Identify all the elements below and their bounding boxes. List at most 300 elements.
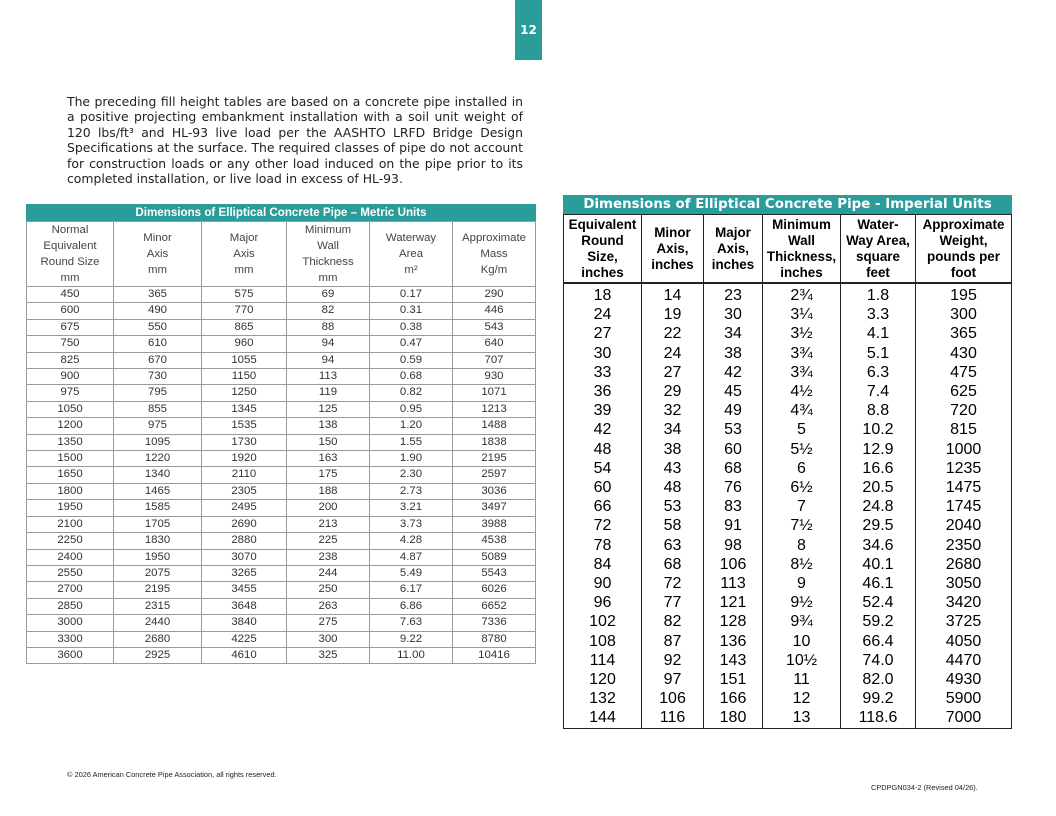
imperial-table-cell: 4470 [916, 651, 1012, 670]
imperial-table-cell: 5 [763, 420, 841, 439]
metric-table-cell: 213 [287, 516, 370, 532]
metric-table-cell: 2925 [114, 647, 202, 663]
imperial-table-cell: 118.6 [841, 708, 916, 728]
imperial-header-line: inches [651, 256, 694, 272]
imperial-table-cell: 106 [642, 689, 704, 708]
imperial-header-line: Wall [787, 232, 816, 248]
metric-table-row [27, 451, 536, 467]
metric-table-cell: 1705 [114, 516, 202, 532]
metric-table-cell: 2195 [453, 451, 536, 467]
imperial-table-cell: 136 [704, 632, 763, 651]
metric-table-cell: 3265 [202, 565, 287, 581]
imperial-table-cell: 42 [564, 420, 642, 439]
imperial-table-cell: 34 [704, 324, 763, 343]
metric-table-cell: 1950 [27, 500, 114, 516]
imperial-table-cell: 7 [763, 497, 841, 516]
imperial-table-cell: 13 [763, 708, 841, 728]
imperial-table-cell: 114 [564, 651, 642, 670]
metric-header-line: Normal [51, 224, 89, 236]
metric-table-cell: 3988 [453, 516, 536, 532]
imperial-table-cell: 2350 [916, 536, 1012, 555]
metric-table-cell: 200 [287, 500, 370, 516]
imperial-table-cell: 10½ [763, 651, 841, 670]
metric-table-cell: 2690 [202, 516, 287, 532]
metric-table-cell: 3036 [453, 483, 536, 499]
metric-table-cell: 0.68 [370, 369, 453, 385]
metric-table-cell: 2110 [202, 467, 287, 483]
metric-header-line: m² [404, 264, 418, 276]
imperial-table-cell: 113 [704, 574, 763, 593]
metric-table-cell: 855 [114, 401, 202, 417]
metric-table-cell: 0.38 [370, 319, 453, 335]
metric-table-cell: 7336 [453, 615, 536, 631]
imperial-table-cell: 3050 [916, 574, 1012, 593]
metric-table-cell: 1.55 [370, 434, 453, 450]
metric-header-line: Round Size [40, 256, 100, 268]
metric-table-cell: 3600 [27, 647, 114, 663]
metric-table-cell: 1350 [27, 434, 114, 450]
imperial-table-row [564, 305, 1012, 324]
imperial-table-row [564, 555, 1012, 574]
imperial-table-cell: 4½ [763, 382, 841, 401]
metric-header-line: Wall [317, 240, 339, 252]
imperial-table-cell: 43 [642, 459, 704, 478]
metric-table-cell: 795 [114, 385, 202, 401]
imperial-table-cell: 38 [642, 440, 704, 459]
imperial-table-cell: 180 [704, 708, 763, 728]
imperial-table-cell: 6.3 [841, 363, 916, 382]
metric-table-cell: 6026 [453, 582, 536, 598]
imperial-header-line: feet [866, 264, 890, 280]
metric-header-cell [202, 222, 287, 287]
imperial-table-body [564, 283, 1012, 728]
metric-table-cell: 2305 [202, 483, 287, 499]
imperial-table-cell: 9¾ [763, 612, 841, 631]
imperial-table-cell: 151 [704, 670, 763, 689]
imperial-table-cell: 92 [642, 651, 704, 670]
metric-header-cell [114, 222, 202, 287]
metric-table-cell: 975 [114, 418, 202, 434]
imperial-table-cell: 87 [642, 632, 704, 651]
metric-table-cell: 138 [287, 418, 370, 434]
metric-table-cell: 365 [114, 287, 202, 303]
metric-table-cell: 88 [287, 319, 370, 335]
imperial-table-cell: 4050 [916, 632, 1012, 651]
metric-table-cell: 8780 [453, 631, 536, 647]
imperial-header-row [564, 215, 1012, 284]
metric-table-cell: 0.59 [370, 352, 453, 368]
imperial-table-cell: 34 [642, 420, 704, 439]
imperial-header-line: Minimum [772, 216, 831, 232]
imperial-table-cell: 27 [564, 324, 642, 343]
imperial-table-cell: 430 [916, 344, 1012, 363]
imperial-header-cell [916, 215, 1012, 284]
imperial-table-row [564, 574, 1012, 593]
imperial-header-line: Approximate [922, 216, 1005, 232]
imperial-table-cell: 97 [642, 670, 704, 689]
metric-table-row [27, 434, 536, 450]
metric-table-cell: 1220 [114, 451, 202, 467]
metric-table-cell: 960 [202, 336, 287, 352]
imperial-table-row [564, 670, 1012, 689]
intro-paragraph: The preceding fill height tables are based on a concrete pipe installed in a positive projecting embankment installation with a soil unit weight of 120 lbs/ft³ and HL-93 live load per the AASHTO LRFD Bridge Design Specifications at the surface. The required classes of pipe do not account for construction loads or any other load induced on the pipe prior to its completed installation, or live load in excess of HL-93. [67, 94, 523, 187]
metric-table-row [27, 631, 536, 647]
metric-table-cell: 69 [287, 287, 370, 303]
metric-table-cell: 2850 [27, 598, 114, 614]
metric-table-cell: 707 [453, 352, 536, 368]
imperial-table-cell: 58 [642, 516, 704, 535]
metric-table-cell: 1650 [27, 467, 114, 483]
imperial-table-cell: 53 [704, 420, 763, 439]
imperial-table-cell: 116 [642, 708, 704, 728]
metric-table-cell: 325 [287, 647, 370, 663]
metric-header-line: Approximate [462, 232, 526, 244]
imperial-table-cell: 6 [763, 459, 841, 478]
metric-table-cell: 446 [453, 303, 536, 319]
imperial-table-cell: 6½ [763, 478, 841, 497]
metric-table-row [27, 598, 536, 614]
metric-table-cell: 2315 [114, 598, 202, 614]
imperial-header-line: Minor [654, 224, 691, 240]
metric-table-cell: 1838 [453, 434, 536, 450]
metric-header-line: Area [398, 248, 424, 260]
imperial-table-cell: 1475 [916, 478, 1012, 497]
imperial-table-cell: 76 [704, 478, 763, 497]
metric-header-line: Mass [480, 248, 508, 260]
imperial-table-cell: 3¼ [763, 305, 841, 324]
metric-table-cell: 4610 [202, 647, 287, 663]
imperial-table-cell: 4.1 [841, 324, 916, 343]
metric-table-cell: 2680 [114, 631, 202, 647]
metric-table-row [27, 549, 536, 565]
metric-table-cell: 3000 [27, 615, 114, 631]
imperial-header-line: Water- [857, 216, 899, 232]
metric-table-cell: 1250 [202, 385, 287, 401]
metric-table-cell: 1730 [202, 434, 287, 450]
metric-table-cell: 1.20 [370, 418, 453, 434]
imperial-table-cell: 98 [704, 536, 763, 555]
imperial-table-cell: 2¾ [763, 283, 841, 305]
metric-table-cell: 3.73 [370, 516, 453, 532]
metric-table-cell: 125 [287, 401, 370, 417]
imperial-table-cell: 52.4 [841, 593, 916, 612]
metric-header-line: mm [148, 264, 167, 276]
imperial-table-cell: 74.0 [841, 651, 916, 670]
metric-table-cell: 94 [287, 352, 370, 368]
metric-header-line: mm [234, 264, 254, 276]
imperial-table-cell: 27 [642, 363, 704, 382]
metric-dimensions-table [26, 204, 536, 664]
metric-table-cell: 1071 [453, 385, 536, 401]
imperial-table-cell: 22 [642, 324, 704, 343]
metric-table-cell: 250 [287, 582, 370, 598]
metric-table-cell: 150 [287, 434, 370, 450]
imperial-table-cell: 24 [564, 305, 642, 324]
metric-table-cell: 550 [114, 319, 202, 335]
imperial-table-row [564, 632, 1012, 651]
metric-table-row [27, 565, 536, 581]
metric-table-cell: 2075 [114, 565, 202, 581]
metric-table-row [27, 352, 536, 368]
imperial-table-cell: 33 [564, 363, 642, 382]
metric-header-line: mm [318, 272, 338, 284]
metric-table-row [27, 336, 536, 352]
imperial-header-line: square [856, 248, 900, 264]
imperial-table-cell: 99.2 [841, 689, 916, 708]
metric-table-cell: 7.63 [370, 615, 453, 631]
metric-table-cell: 9.22 [370, 631, 453, 647]
imperial-table-cell: 144 [564, 708, 642, 728]
imperial-table-cell: 475 [916, 363, 1012, 382]
metric-table-cell: 543 [453, 319, 536, 335]
metric-table-cell: 2880 [202, 533, 287, 549]
metric-table-cell: 675 [27, 319, 114, 335]
metric-table-cell: 1535 [202, 418, 287, 434]
imperial-table-cell: 3½ [763, 324, 841, 343]
metric-header-cell [370, 222, 453, 287]
metric-header-line: mm [60, 272, 80, 284]
imperial-table-cell: 8½ [763, 555, 841, 574]
imperial-table-cell: 102 [564, 612, 642, 631]
page-number: 12 [520, 23, 537, 37]
imperial-table-cell: 1.8 [841, 283, 916, 305]
metric-table-cell: 1800 [27, 483, 114, 499]
imperial-table-cell: 4¾ [763, 401, 841, 420]
imperial-table-cell: 49 [704, 401, 763, 420]
imperial-table-row [564, 344, 1012, 363]
metric-table-cell: 263 [287, 598, 370, 614]
imperial-table-row [564, 612, 1012, 631]
imperial-table-cell: 59.2 [841, 612, 916, 631]
imperial-table-cell: 132 [564, 689, 642, 708]
metric-header-line: Thickness [302, 256, 354, 268]
imperial-table-cell: 23 [704, 283, 763, 305]
imperial-table-row [564, 651, 1012, 670]
metric-table-cell: 0.47 [370, 336, 453, 352]
imperial-header-cell [704, 215, 763, 284]
imperial-table-row [564, 420, 1012, 439]
imperial-table-cell: 90 [564, 574, 642, 593]
metric-table-row [27, 516, 536, 532]
metric-table-cell: 10416 [453, 647, 536, 663]
imperial-header-line: Thickness, [766, 248, 837, 264]
imperial-table-cell: 10 [763, 632, 841, 651]
imperial-table-cell: 77 [642, 593, 704, 612]
metric-table-row [27, 483, 536, 499]
metric-table-cell: 3840 [202, 615, 287, 631]
metric-table-cell: 640 [453, 336, 536, 352]
imperial-table-cell: 1235 [916, 459, 1012, 478]
metric-table-cell: 1095 [114, 434, 202, 450]
imperial-table-cell: 1000 [916, 440, 1012, 459]
imperial-table-row [564, 363, 1012, 382]
imperial-table-cell: 128 [704, 612, 763, 631]
imperial-table-cell: 3725 [916, 612, 1012, 631]
metric-table-row [27, 467, 536, 483]
document-code: CPDPGN034-2 (Revised 04/26). [871, 783, 978, 792]
imperial-table-row [564, 478, 1012, 497]
imperial-table-cell: 195 [916, 283, 1012, 305]
imperial-table-cell: 29 [642, 382, 704, 401]
imperial-table-cell: 68 [642, 555, 704, 574]
imperial-header-line: Size, [587, 248, 618, 264]
metric-table-cell: 6.86 [370, 598, 453, 614]
imperial-table-row [564, 382, 1012, 401]
imperial-table-cell: 3.3 [841, 305, 916, 324]
imperial-table-cell: 24 [642, 344, 704, 363]
imperial-header-cell [763, 215, 841, 284]
metric-header-row [27, 222, 536, 287]
imperial-table-cell: 14 [642, 283, 704, 305]
imperial-header-cell [642, 215, 704, 284]
imperial-table-cell: 30 [704, 305, 763, 324]
metric-table-cell: 5543 [453, 565, 536, 581]
metric-header-cell [287, 222, 370, 287]
imperial-table-row [564, 440, 1012, 459]
imperial-table-cell: 121 [704, 593, 763, 612]
imperial-table-cell: 5.1 [841, 344, 916, 363]
metric-table-row [27, 369, 536, 385]
imperial-table-cell: 39 [564, 401, 642, 420]
imperial-table-cell: 19 [642, 305, 704, 324]
imperial-table-cell: 72 [642, 574, 704, 593]
metric-table-cell: 11.00 [370, 647, 453, 663]
metric-table-cell: 2440 [114, 615, 202, 631]
metric-table-cell: 975 [27, 385, 114, 401]
metric-table-cell: 670 [114, 352, 202, 368]
metric-header-line: Equivalent [43, 240, 97, 252]
metric-table-cell: 730 [114, 369, 202, 385]
imperial-header-line: Equivalent [568, 216, 637, 232]
metric-header-line: Major [229, 232, 259, 244]
metric-table-cell: 0.95 [370, 401, 453, 417]
metric-table-cell: 1055 [202, 352, 287, 368]
metric-table-cell: 1465 [114, 483, 202, 499]
metric-table-cell: 1830 [114, 533, 202, 549]
metric-table-cell: 4.87 [370, 549, 453, 565]
metric-table-cell: 290 [453, 287, 536, 303]
imperial-table-cell: 78 [564, 536, 642, 555]
imperial-table-cell: 63 [642, 536, 704, 555]
imperial-table-cell: 20.5 [841, 478, 916, 497]
metric-table-cell: 3648 [202, 598, 287, 614]
metric-table-row [27, 319, 536, 335]
metric-header-line: Axis [146, 248, 169, 260]
imperial-table-cell: 12.9 [841, 440, 916, 459]
metric-table-cell: 770 [202, 303, 287, 319]
imperial-table-row [564, 324, 1012, 343]
metric-table-cell: 0.17 [370, 287, 453, 303]
metric-table-row [27, 401, 536, 417]
imperial-table-cell: 108 [564, 632, 642, 651]
metric-table-cell: 2400 [27, 549, 114, 565]
imperial-table-cell: 82.0 [841, 670, 916, 689]
imperial-table-cell: 143 [704, 651, 763, 670]
metric-table-cell: 1050 [27, 401, 114, 417]
imperial-header-line: Way Area, [846, 232, 910, 248]
imperial-table-cell: 60 [704, 440, 763, 459]
metric-header-line: Axis [233, 248, 255, 260]
metric-header-line: Waterway [385, 232, 437, 244]
imperial-table-cell: 5900 [916, 689, 1012, 708]
metric-table-cell: 2195 [114, 582, 202, 598]
metric-table-cell: 6.17 [370, 582, 453, 598]
metric-table-body [27, 287, 536, 664]
imperial-table-cell: 72 [564, 516, 642, 535]
metric-header-cell [453, 222, 536, 287]
metric-table-cell: 163 [287, 451, 370, 467]
imperial-header-line: Major [715, 224, 751, 240]
page-number-tab [515, 0, 542, 60]
metric-table-row [27, 303, 536, 319]
metric-table-cell: 1920 [202, 451, 287, 467]
metric-table-cell: 119 [287, 385, 370, 401]
metric-table-cell: 0.82 [370, 385, 453, 401]
imperial-header-line: Weight, [939, 232, 988, 248]
imperial-table-row [564, 689, 1012, 708]
imperial-table-cell: 9½ [763, 593, 841, 612]
imperial-table-cell: 60 [564, 478, 642, 497]
metric-table-row [27, 533, 536, 549]
imperial-table-cell: 120 [564, 670, 642, 689]
imperial-table-cell: 3420 [916, 593, 1012, 612]
imperial-table-title: Dimensions of Elliptical Concrete Pipe - Imperial Units [563, 195, 1012, 214]
metric-table-cell: 3497 [453, 500, 536, 516]
imperial-table-row [564, 497, 1012, 516]
imperial-table-cell: 12 [763, 689, 841, 708]
metric-table-row [27, 385, 536, 401]
imperial-table-cell: 3¾ [763, 344, 841, 363]
metric-table-cell: 82 [287, 303, 370, 319]
imperial-table-cell: 53 [642, 497, 704, 516]
metric-table-cell: 4225 [202, 631, 287, 647]
metric-table-cell: 750 [27, 336, 114, 352]
metric-table-cell: 2250 [27, 533, 114, 549]
metric-table-cell: 900 [27, 369, 114, 385]
imperial-table-cell: 2680 [916, 555, 1012, 574]
metric-table-cell: 2700 [27, 582, 114, 598]
imperial-table-cell: 11 [763, 670, 841, 689]
metric-table-cell: 5089 [453, 549, 536, 565]
imperial-table-row [564, 593, 1012, 612]
metric-table-cell: 4.28 [370, 533, 453, 549]
metric-table-cell: 490 [114, 303, 202, 319]
metric-table-cell: 2550 [27, 565, 114, 581]
imperial-table-cell: 46.1 [841, 574, 916, 593]
imperial-table-cell: 68 [704, 459, 763, 478]
metric-table-row [27, 418, 536, 434]
imperial-table-cell: 7½ [763, 516, 841, 535]
metric-table-row [27, 615, 536, 631]
metric-table-cell: 3.21 [370, 500, 453, 516]
metric-header-line: Kg/m [480, 264, 508, 276]
metric-table-row [27, 500, 536, 516]
metric-table-cell: 244 [287, 565, 370, 581]
metric-table-cell: 6652 [453, 598, 536, 614]
imperial-table-cell: 7.4 [841, 382, 916, 401]
metric-table-cell: 175 [287, 467, 370, 483]
imperial-table-row [564, 516, 1012, 535]
imperial-table-cell: 1745 [916, 497, 1012, 516]
imperial-table-cell: 2040 [916, 516, 1012, 535]
imperial-table-cell: 66 [564, 497, 642, 516]
imperial-table-row [564, 536, 1012, 555]
metric-table-cell: 1345 [202, 401, 287, 417]
metric-table-cell: 225 [287, 533, 370, 549]
imperial-table-cell: 8.8 [841, 401, 916, 420]
imperial-table-cell: 10.2 [841, 420, 916, 439]
imperial-table-cell: 54 [564, 459, 642, 478]
